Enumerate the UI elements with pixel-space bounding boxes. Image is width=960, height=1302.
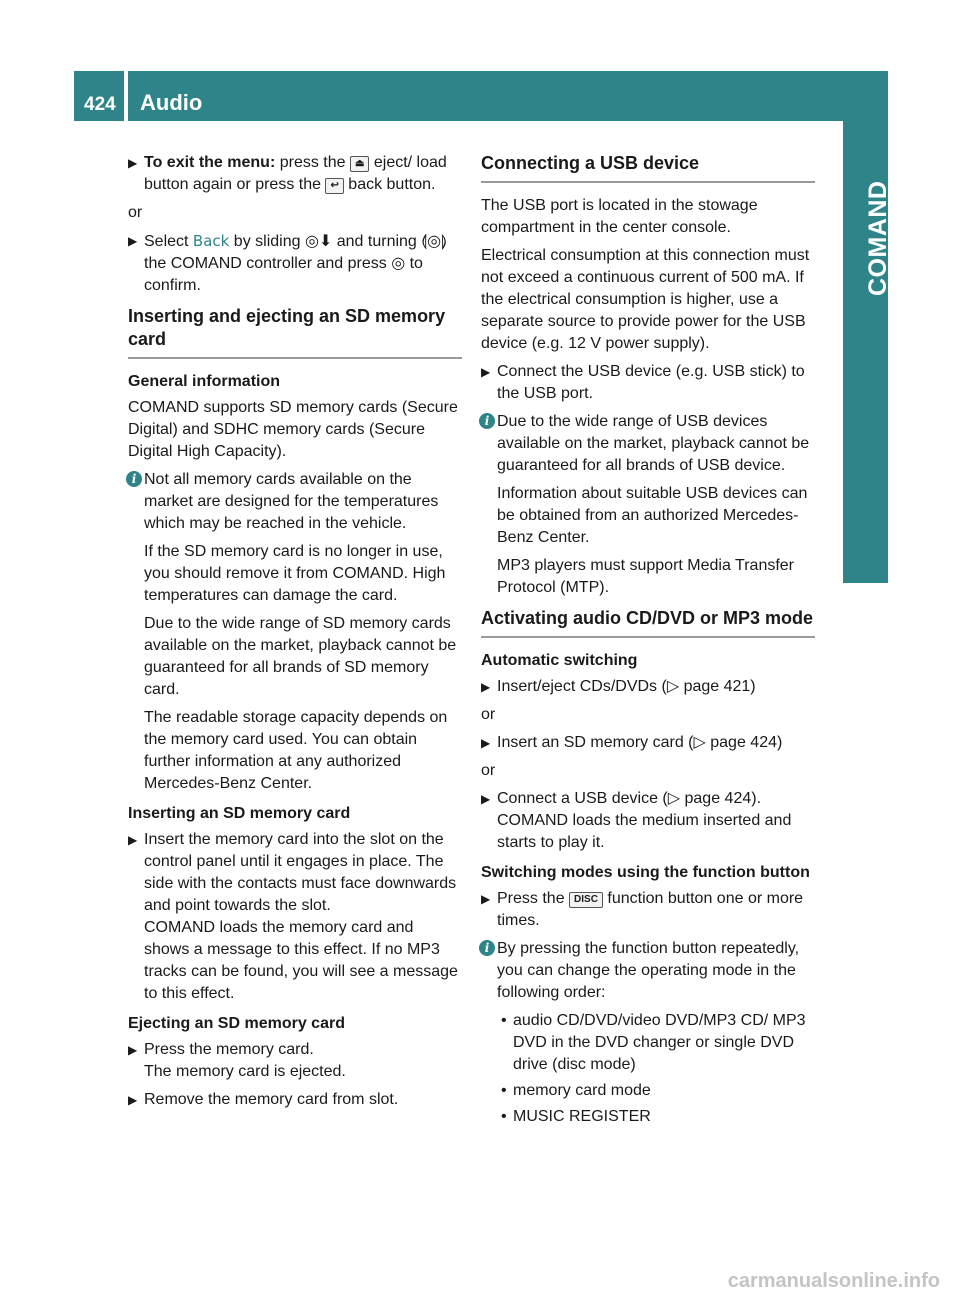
step-connect-usb: [481, 361, 815, 405]
chapter-label: COMAND: [864, 180, 892, 296]
info-icon: i: [479, 413, 495, 429]
info-note-usb: [481, 411, 815, 599]
note-text: Information about suitable USB devices can be obtained from an authorized Mercedes-Benz Center.: [497, 485, 808, 546]
step-arrow-icon: ▶: [481, 892, 491, 906]
step-exit-menu: [128, 152, 462, 196]
note-text: If the SD memory card is no longer in use, you should remove it from COMAND. High temperatures can damage the card.: [144, 543, 446, 604]
step-text: Remove the memory card from slot.: [144, 1091, 399, 1108]
back-icon: ↩: [325, 178, 343, 194]
or-text: or: [481, 762, 496, 779]
step-text: Connect the USB device (e.g. USB stick) to the USB port.: [497, 363, 805, 402]
step-text: back button.: [343, 176, 436, 193]
page-header: [74, 71, 888, 121]
step-remove-card: [128, 1089, 462, 1111]
step-label: To exit the menu:: [144, 154, 276, 171]
step-arrow-icon: ▶: [128, 833, 138, 847]
step-press-disc: [481, 888, 815, 932]
step-connect-usb-device: [481, 788, 815, 854]
note-text: MP3 players must support Media Transfer Protocol (MTP).: [497, 557, 795, 596]
step-arrow-icon: ▶: [481, 680, 491, 694]
step-text: Select: [144, 233, 193, 250]
step-text: by sliding ◎⬇ and turning ⟬◎⟭ the COMAND controller and press ◎ to confirm.: [144, 233, 448, 294]
watermark: carmanualsonline.info: [727, 1270, 940, 1292]
left-column: [128, 152, 462, 1117]
step-text: press the: [275, 154, 350, 171]
step-arrow-icon: ▶: [481, 365, 491, 379]
step-arrow-icon: ▶: [128, 234, 138, 248]
heading-activate-mode: Activating audio CD/DVD or MP3 mode: [481, 607, 815, 638]
heading-general-info: General information: [128, 373, 281, 390]
list-item-text: MUSIC REGISTER: [513, 1108, 651, 1125]
step-text: Insert an SD memory card (▷ page 424): [497, 734, 783, 751]
info-icon: i: [479, 940, 495, 956]
note-text: The readable storage capacity depends on the memory card used. You can obtain further information at any authorized Mercedes-Benz Center.: [144, 709, 448, 792]
step-insert-sd: [481, 732, 815, 754]
bullet-icon: •: [501, 1012, 507, 1029]
section-title: Audio: [140, 90, 203, 115]
eject-icon: ⏏: [350, 156, 369, 172]
heading-sd-card: Inserting and ejecting an SD memory card: [128, 305, 462, 359]
list-item-text: memory card mode: [513, 1082, 651, 1099]
heading-insert-sd: Inserting an SD memory card: [128, 805, 351, 822]
note-text: Due to the wide range of USB devices available on the market, playback cannot be guaranteed for all brands of USB device.: [497, 413, 810, 474]
step-text: eject/ load button again or press the: [144, 154, 447, 193]
step-text: Insert the memory card into the slot on the control panel until it engages in place. The side with the contacts must face downwards and point towards the slot.: [144, 831, 457, 914]
step-result: COMAND loads the memory card and shows a message to this effect. If no MP3 tracks can be found, you will see a message to this effect.: [144, 919, 458, 1002]
bullet-icon: •: [501, 1082, 507, 1099]
or-text: or: [481, 706, 496, 723]
step-text: Connect a USB device (▷ page 424).: [497, 790, 762, 807]
step-result: The memory card is ejected.: [144, 1063, 346, 1080]
step-text: Insert/eject CDs/DVDs (▷ page 421): [497, 678, 756, 695]
page-number-box: [74, 71, 124, 121]
step-text: Press the memory card.: [144, 1041, 314, 1058]
list-item: [497, 1010, 815, 1076]
step-arrow-icon: ▶: [128, 1093, 138, 1107]
note-text: Due to the wide range of SD memory cards available on the market, playback cannot be guaranteed for all brands of SD memory card.: [144, 615, 457, 698]
or-text: or: [128, 204, 143, 221]
note-text: By pressing the function button repeatedly, you can change the operating mode in the following order:: [497, 940, 800, 1001]
info-note-sd: [128, 469, 462, 795]
right-column: [481, 152, 815, 1132]
page-number: 424: [84, 94, 116, 115]
step-result: COMAND loads the medium inserted and starts to play it.: [497, 812, 792, 851]
heading-eject-sd: Ejecting an SD memory card: [128, 1015, 345, 1032]
step-arrow-icon: ▶: [128, 1043, 138, 1057]
heading-auto-switch: Automatic switching: [481, 652, 638, 669]
disc-button-icon: DISC: [569, 892, 603, 908]
list-item: [497, 1080, 815, 1102]
heading-usb: Connecting a USB device: [481, 152, 815, 183]
step-arrow-icon: ▶: [481, 736, 491, 750]
step-arrow-icon: ▶: [481, 792, 491, 806]
section-title-bar: [128, 71, 888, 121]
usb-text-2: Electrical consumption at this connection must not exceed a continuous current of 500 mA. If the electrical consumption is higher, use a separate source to provide power for the USB device (e.g. 12 V power supply).: [481, 247, 810, 352]
step-text: function button one or more times.: [497, 890, 804, 929]
list-item-text: audio CD/DVD/video DVD/MP3 CD/ MP3 DVD in the DVD changer or single DVD drive (disc mode): [513, 1012, 806, 1073]
note-text: Not all memory cards available on the market are designed for the temperatures which may be reached in the vehicle.: [144, 471, 439, 532]
general-text: COMAND supports SD memory cards (Secure Digital) and SDHC memory cards (Secure Digital High Capacity).: [128, 399, 458, 460]
list-item: [497, 1106, 815, 1128]
step-text: Press the: [497, 890, 570, 907]
step-insert-cd: [481, 676, 815, 698]
usb-text-1: The USB port is located in the stowage compartment in the center console.: [481, 197, 758, 236]
info-icon: i: [126, 471, 142, 487]
step-arrow-icon: ▶: [128, 156, 138, 170]
display-back: Back: [192, 232, 230, 250]
step-insert-card: [128, 829, 462, 1005]
info-note-modes: [481, 938, 815, 1128]
step-select-back: [128, 230, 462, 297]
step-press-card: [128, 1039, 462, 1083]
bullet-icon: •: [501, 1108, 507, 1125]
chapter-tab: [843, 121, 892, 583]
heading-switch-modes: Switching modes using the function button: [481, 864, 810, 881]
